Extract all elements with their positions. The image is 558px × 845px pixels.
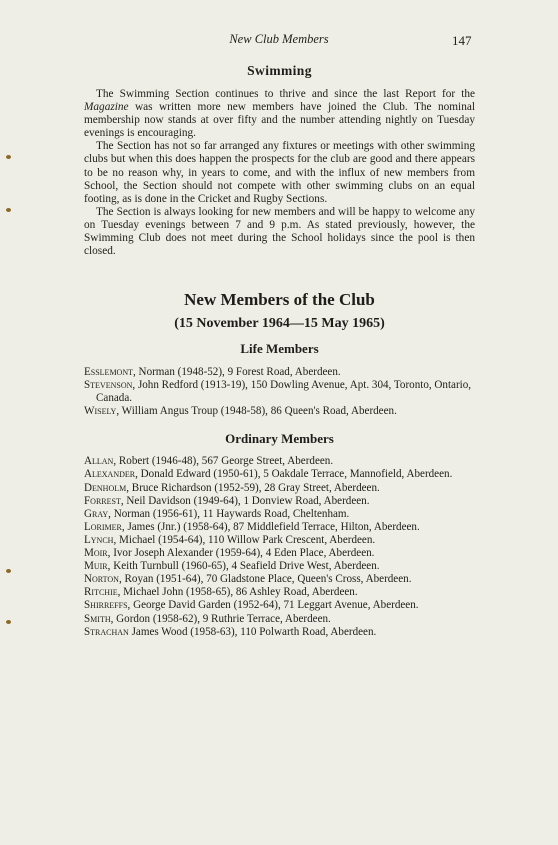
member-entry <box>84 599 475 612</box>
swimming-section <box>84 63 475 258</box>
member-details: James (Jnr.) (1958-64), 87 Middlefield Terrace, Hilton, Aberdeen. <box>124 520 420 533</box>
member-surname: Muir, <box>84 560 111 573</box>
swimming-paragraph-3: The Section is always looking for new members and will be happy to welcome any on Tuesday evenings between 7 and 9 p.m. As stated previously, however, the Swimming Club does not meet during the School holidays since the pool is then closed. <box>84 205 475 258</box>
paragraph-text: The Swimming Section continues to thrive and since the last Report for the <box>96 88 475 100</box>
member-entry <box>84 379 475 405</box>
margin-mark <box>6 620 11 624</box>
member-details: James Wood (1958-63), 110 Polwarth Road, Aberdeen. <box>128 625 377 638</box>
member-details: George David Garden (1952-64), 71 Leggart Avenue, Aberdeen. <box>130 599 419 612</box>
member-surname: Ritchie, <box>84 586 121 599</box>
running-title: New Club Members <box>229 32 329 46</box>
member-surname: Lynch, <box>84 533 117 546</box>
member-details: William Angus Troup (1948-58), 86 Queen's Road, Aberdeen. <box>119 405 397 418</box>
margin-mark <box>6 569 11 573</box>
member-details: Norman (1956-61), 11 Haywards Road, Cheltenham. <box>110 507 350 520</box>
new-members-period: (15 November 1964—15 May 1965) <box>174 316 385 331</box>
life-members-heading: Life Members <box>240 341 319 356</box>
member-entry <box>84 405 475 418</box>
member-surname: Gray, <box>84 507 111 520</box>
member-details: John Redford (1913-19), 150 Dowling Avenue, Apt. 304, Toronto, Ontario, Canada. <box>96 379 472 405</box>
member-entry <box>84 468 475 481</box>
ordinary-members-list <box>84 455 475 638</box>
member-details: Ivor Joseph Alexander (1959-64), 4 Eden Place, Aberdeen. <box>110 547 375 560</box>
member-entry <box>84 586 475 599</box>
member-details: Neil Davidson (1949-64), 1 Donview Road, Aberdeen. <box>123 494 370 507</box>
member-surname: Norton, <box>84 573 122 586</box>
swimming-paragraph-2: The Section has not so far arranged any fixtures or meetings with other swimming clubs but when this does happen the prospects for the club are good and there appears to be no reason why, in years to come, and with the influx of new members from School, the Section should not compete with other swimming clubs on an equal footing, as is done in the Cricket and Rugby Sections. <box>84 140 475 205</box>
member-details: Norman (1948-52), 9 Forest Road, Aberdeen. <box>135 366 341 378</box>
member-details: Donald Edward (1950-61), 5 Oakdale Terrace, Mannofield, Aberdeen. <box>137 468 453 481</box>
member-entry <box>84 521 475 534</box>
member-details: Robert (1946-48), 567 George Street, Aberdeen. <box>116 455 334 468</box>
member-entry <box>84 626 475 639</box>
member-surname: Alexander, <box>84 468 138 481</box>
member-surname: Stevenson, <box>84 379 136 392</box>
member-details: Michael (1954-64), 110 Willow Park Crescent, Aberdeen. <box>116 533 376 546</box>
member-surname: Allan, <box>84 455 117 468</box>
member-entry <box>84 495 475 508</box>
member-details: Michael John (1958-65), 86 Ashley Road, Aberdeen. <box>120 586 358 599</box>
member-surname: Wisely, <box>84 405 120 418</box>
life-members-list <box>84 366 475 418</box>
member-surname: Strachan <box>84 625 129 638</box>
member-details: Bruce Richardson (1952-59), 28 Gray Street, Aberdeen. <box>129 481 380 494</box>
member-entry <box>84 613 475 626</box>
member-surname: Lorimer, <box>84 520 125 533</box>
member-surname: Forrest, <box>84 494 124 507</box>
ordinary-members-heading: Ordinary Members <box>225 431 334 447</box>
member-entry <box>84 534 475 547</box>
member-entry <box>84 573 475 586</box>
member-entry <box>84 547 475 560</box>
new-members-title: New Members of the Club <box>184 290 375 309</box>
page-number: 147 <box>452 33 472 48</box>
new-members-section <box>84 290 475 639</box>
member-details: Royan (1951-64), 70 Gladstone Place, Queen's Cross, Aberdeen. <box>121 573 412 586</box>
member-entry <box>84 455 475 468</box>
member-surname: Moir, <box>84 547 111 560</box>
member-surname: Shirreffs, <box>84 599 131 612</box>
swimming-heading: Swimming <box>247 63 312 78</box>
member-surname: Smith, <box>84 612 114 625</box>
member-entry <box>84 366 475 379</box>
swimming-paragraph-1 <box>84 88 475 140</box>
member-entry <box>84 482 475 495</box>
paragraph-text: was written more new members have joined the Club. The nominal membership now stands at over fifty and the number attending nightly on Tuesday evenings is encouraging. <box>84 101 475 140</box>
member-surname: Denholm, <box>84 481 130 494</box>
margin-mark <box>6 208 11 212</box>
member-entry <box>84 560 475 573</box>
member-details: Keith Turnbull (1960-65), 4 Seafield Drive West, Aberdeen. <box>110 560 380 573</box>
member-entry <box>84 508 475 521</box>
member-details: Gordon (1958-62), 9 Ruthrie Terrace, Aberdeen. <box>113 612 331 625</box>
magazine-title: Magazine <box>84 101 129 114</box>
margin-mark <box>6 155 11 159</box>
member-surname: Esslemont, <box>84 366 136 378</box>
